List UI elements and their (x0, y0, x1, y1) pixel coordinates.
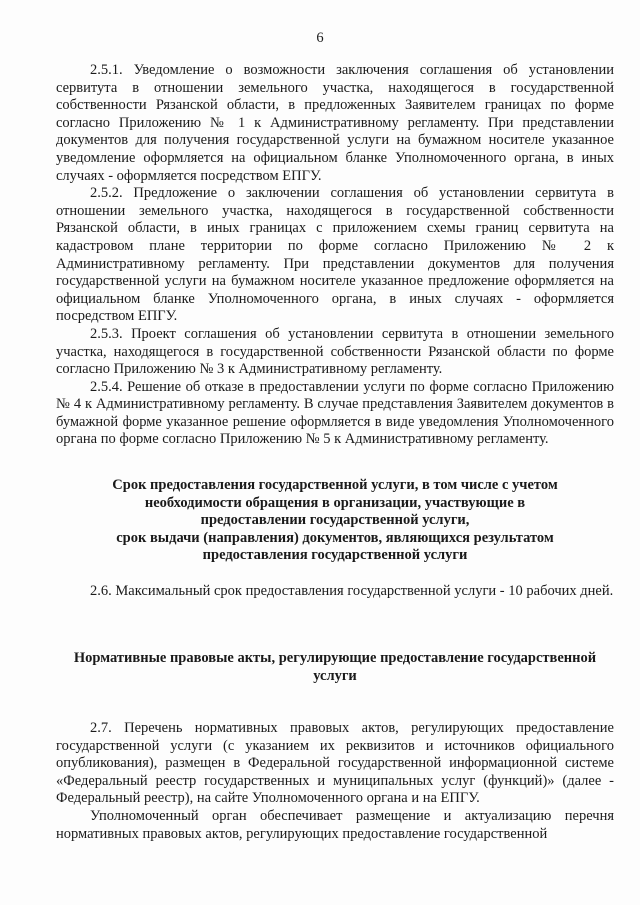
paragraph-2-5-4: 2.5.4. Решение об отказе в предоставлении услуги по форме согласно Приложению № 4 к Административному регламенту. В случае представления Заявителем документов в бумажной форме указанное решение оформляется в виде уведомления Уполномоченного органа по форме согласно Приложению № 5 к Административному регламенту. (56, 378, 614, 448)
paragraph-2-5-3: 2.5.3. Проект соглашения об установлении сервитута в отношении земельного участка, находящегося в государственной собственности Рязанской области по форме согласно Приложению № 3 к Административному регламенту. (56, 325, 614, 378)
term-section (56, 583, 614, 601)
acts-section (56, 720, 614, 843)
term-heading-line-2: необходимости обращения в организации, участвующие в (144, 494, 526, 511)
term-heading-line-3: предоставлении государственной услуги, (200, 512, 470, 529)
acts-heading (56, 650, 614, 685)
term-heading-line-4: срок выдачи (направления) документов, являющихся результатом (116, 529, 554, 546)
term-heading-line-5: предоставления государственной услуги (202, 547, 468, 564)
acts-heading-line-2: услуги (313, 667, 357, 684)
term-heading (56, 477, 614, 565)
paragraph-2-7: 2.7. Перечень нормативных правовых актов, регулирующих предоставление государственной услуги (с указанием их реквизитов и источников официального опубликования), размещен в Федеральной государственной информационной системе «Федеральный реестр государственных и муниципальных услуг (функций)» (далее - Федеральный реестр), на сайте Уполномоченного органа и на ЕПГУ. (56, 720, 614, 807)
paragraph-2-5-2: 2.5.2. Предложение о заключении соглашения об установлении сервитута в отношении земельного участка, находящегося в государственной собственности Рязанской области, в иных границах с приложением схемы границ сервитута на кадастровом плане территории по форме согласно Приложению № 2 к Административному регламенту. При представлении документов для получения государственной услуги на бумажном носителе указанное предложение оформляется на официальном бланке Уполномоченного органа, в иных случаях - оформляется посредством ЕПГУ. (56, 185, 614, 325)
paragraph-authority: Уполномоченный орган обеспечивает размещение и актуализацию перечня нормативных правовых актов, регулирующих предоставление государственной (56, 807, 614, 842)
acts-heading-line-1: Нормативные правовые акты, регулирующие предоставление государственной (73, 650, 597, 666)
results-section (56, 62, 614, 449)
paragraph-2-5-1: 2.5.1. Уведомление о возможности заключения соглашения об установлении сервитута в отношении земельного участка, находящегося в государственной собственности Рязанской области, в предложенных Заявителем границах по форме согласно Приложению № 1 к Административному регламенту. При представлении документов для получения государственной услуги на бумажном носителе указанное уведомление оформляется на официальном бланке Уполномоченного органа, в иных случаях - оформляется посредством ЕПГУ. (56, 62, 614, 184)
term-heading-line-1: Срок предоставления государственной услуги, в том числе с учетом (112, 477, 558, 493)
paragraph-2-6: 2.6. Максимальный срок предоставления государственной услуги - 10 рабочих дней. (90, 583, 614, 599)
page-number: 6 (316, 30, 324, 46)
